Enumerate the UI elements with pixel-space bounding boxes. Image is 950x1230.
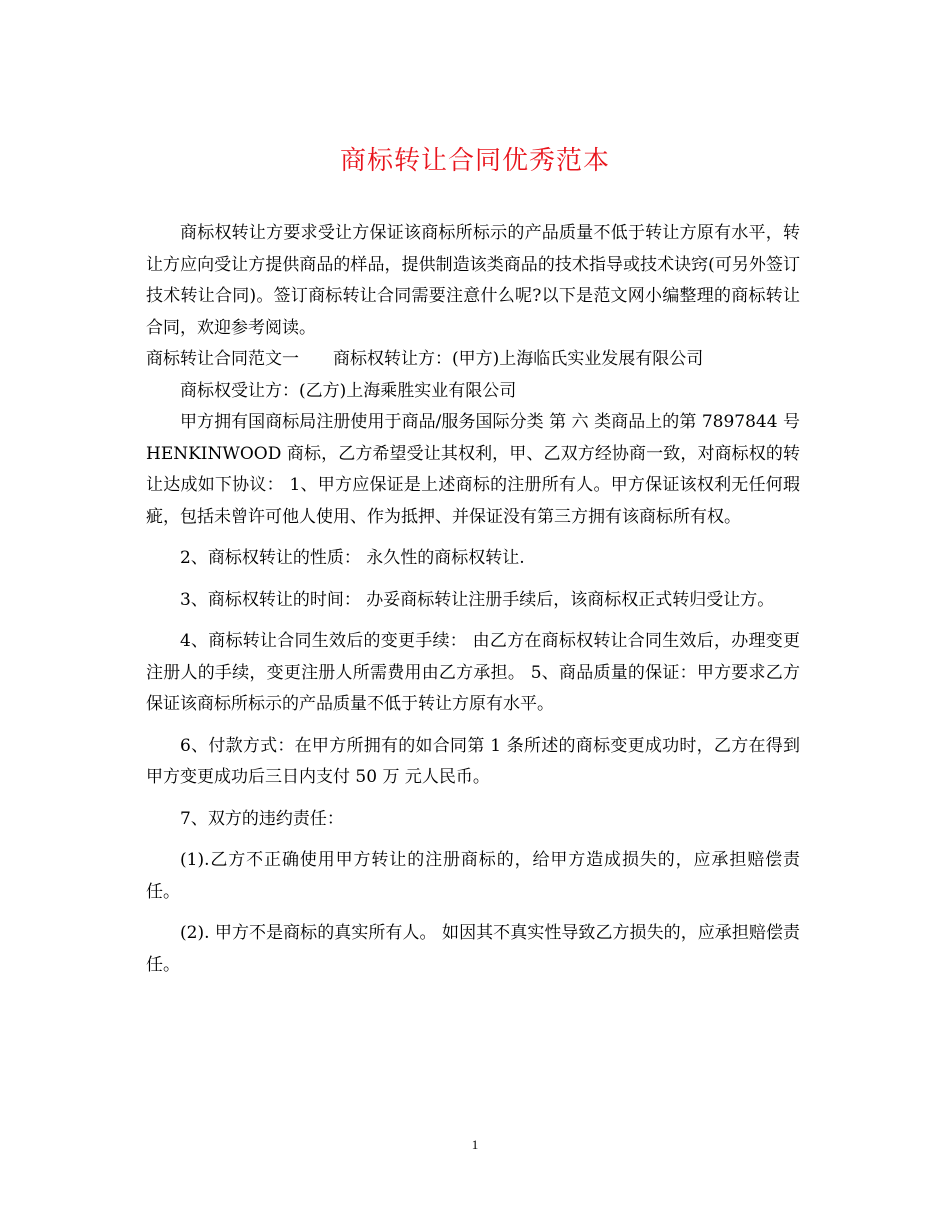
paragraph-clause-7: 7、双方的违约责任：	[180, 808, 344, 829]
paragraph-clause-7-2: (2). 甲方不是商标的真实所有人。 如因其不真实性导致乙方损失的，应承担赔偿责任。	[146, 923, 800, 975]
document-body	[146, 218, 800, 981]
paragraph-clause-7-1: (1).乙方不正确使用甲方转让的注册商标的，给甲方造成损失的，应承担赔偿责任。	[146, 850, 800, 902]
paragraph-clause-3: 3、商标权转让的时间： 办妥商标转让注册手续后，该商标权正式转归受让方。	[180, 589, 775, 610]
paragraph-sample-heading: 商标转让合同范文一 商标权转让方：(甲方)上海临氏实业发展有限公司	[146, 349, 704, 369]
paragraph-clause-6: 6、付款方式：在甲方所拥有的如合同第 1 条所述的商标变更成功时，乙方在得到甲方变更成功后三日内支付 50 万 元人民币。	[146, 735, 800, 787]
paragraph-transferee: 商标权受让方：(乙方)上海乘胜实业有限公司	[180, 380, 517, 401]
paragraph-intro: 商标权转让方要求受让方保证该商标所标示的产品质量不低于转让方原有水平，转让方应向受让方提供商品的样品，提供制造该类商品的技术指导或技术诀窍(可另外签订技术转让合同)。签订商标转让合同需要注意什么呢?以下是范文网小编整理的商标转让合同，欢迎参考阅读。	[146, 223, 800, 338]
document-title: 商标转让合同优秀范本	[339, 146, 610, 176]
paragraph-agreement: 甲方拥有国商标局注册使用于商品/服务国际分类 第 六 类商品上的第 7897844 号 HENKINWOOD 商标，乙方希望受让其权利，甲、乙双方经协商一致，对商标权的转让达成如下协议： 1、甲方应保证是上述商标的注册所有人。甲方保证该权利无任何瑕疵，包括未曾许可他人使用、作为抵押、并保证没有第三方拥有该商标所有权。	[146, 412, 800, 527]
paragraph-clause-2: 2、商标权转让的性质： 永久性的商标权转让.	[180, 548, 525, 568]
paragraph-clause-4-5: 4、商标转让合同生效后的变更手续： 由乙方在商标权转让合同生效后，办理变更注册人的手续，变更注册人所需费用由乙方承担。 5、商品质量的保证：甲方要求乙方保证该商标所标示的产品质量不低于转让方原有水平。	[146, 631, 800, 714]
page-number: 1	[471, 1137, 479, 1152]
